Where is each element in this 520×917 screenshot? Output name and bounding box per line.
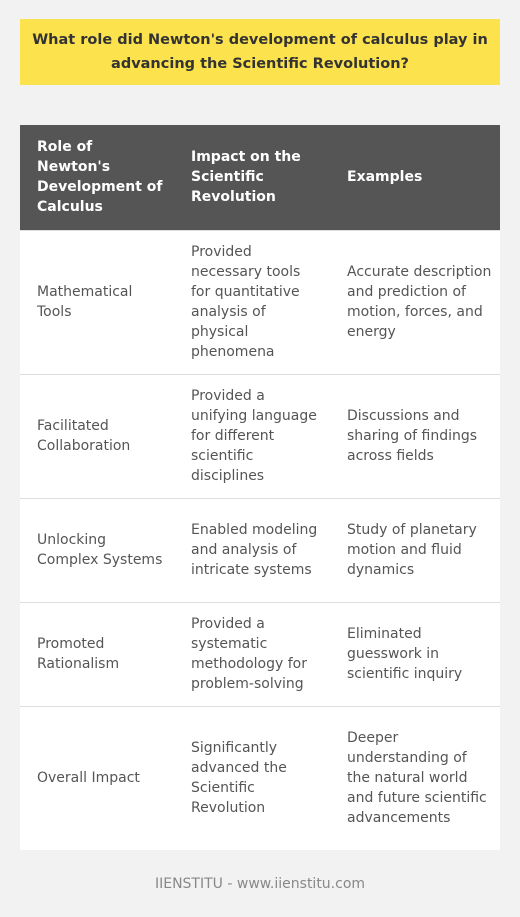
cell-impact: Significantly advanced the Scientific Revolution: [191, 740, 287, 817]
info-table: [20, 125, 500, 850]
page-title: What role did Newton's development of calculus play in advancing the Scientific Revolution?: [32, 32, 488, 72]
header-examples: Examples: [347, 169, 423, 186]
cell-role: Unlocking Complex Systems: [37, 532, 163, 568]
cell-role: Mathematical Tools: [37, 284, 133, 320]
header-role: Role of Newton's Development of Calculus: [37, 139, 163, 216]
table-row: [20, 498, 500, 602]
table-header-row: [20, 125, 500, 230]
cell-role: Promoted Rationalism: [37, 636, 120, 672]
cell-example: Deeper understanding of the natural world and future scientific advancements: [347, 730, 487, 827]
cell-example: Accurate description and prediction of motion, forces, and energy: [347, 264, 492, 340]
cell-impact: Provided necessary tools for quantitative analysis of physical phenomena: [191, 244, 301, 360]
table-row: [20, 602, 500, 706]
cell-role: Facilitated Collaboration: [37, 418, 131, 454]
header-impact: Impact on the Scientific Revolution: [191, 149, 301, 206]
table-row: [20, 230, 500, 374]
cell-example: Discussions and sharing of findings across fields: [347, 408, 478, 464]
cell-example: Study of planetary motion and fluid dynamics: [347, 522, 477, 578]
cell-impact: Provided a unifying language for different scientific disciplines: [191, 388, 317, 484]
cell-impact: Provided a systematic methodology for problem-solving: [191, 616, 307, 692]
title-banner: [20, 19, 500, 85]
cell-impact: Enabled modeling and analysis of intricate systems: [191, 522, 318, 578]
table-row: [20, 706, 500, 850]
footer-credit: IIENSTITU - www.iienstitu.com: [154, 876, 366, 892]
cell-example: Eliminated guesswork in scientific inquiry: [347, 626, 463, 682]
cell-role: Overall Impact: [37, 770, 140, 787]
table-row: [20, 374, 500, 498]
